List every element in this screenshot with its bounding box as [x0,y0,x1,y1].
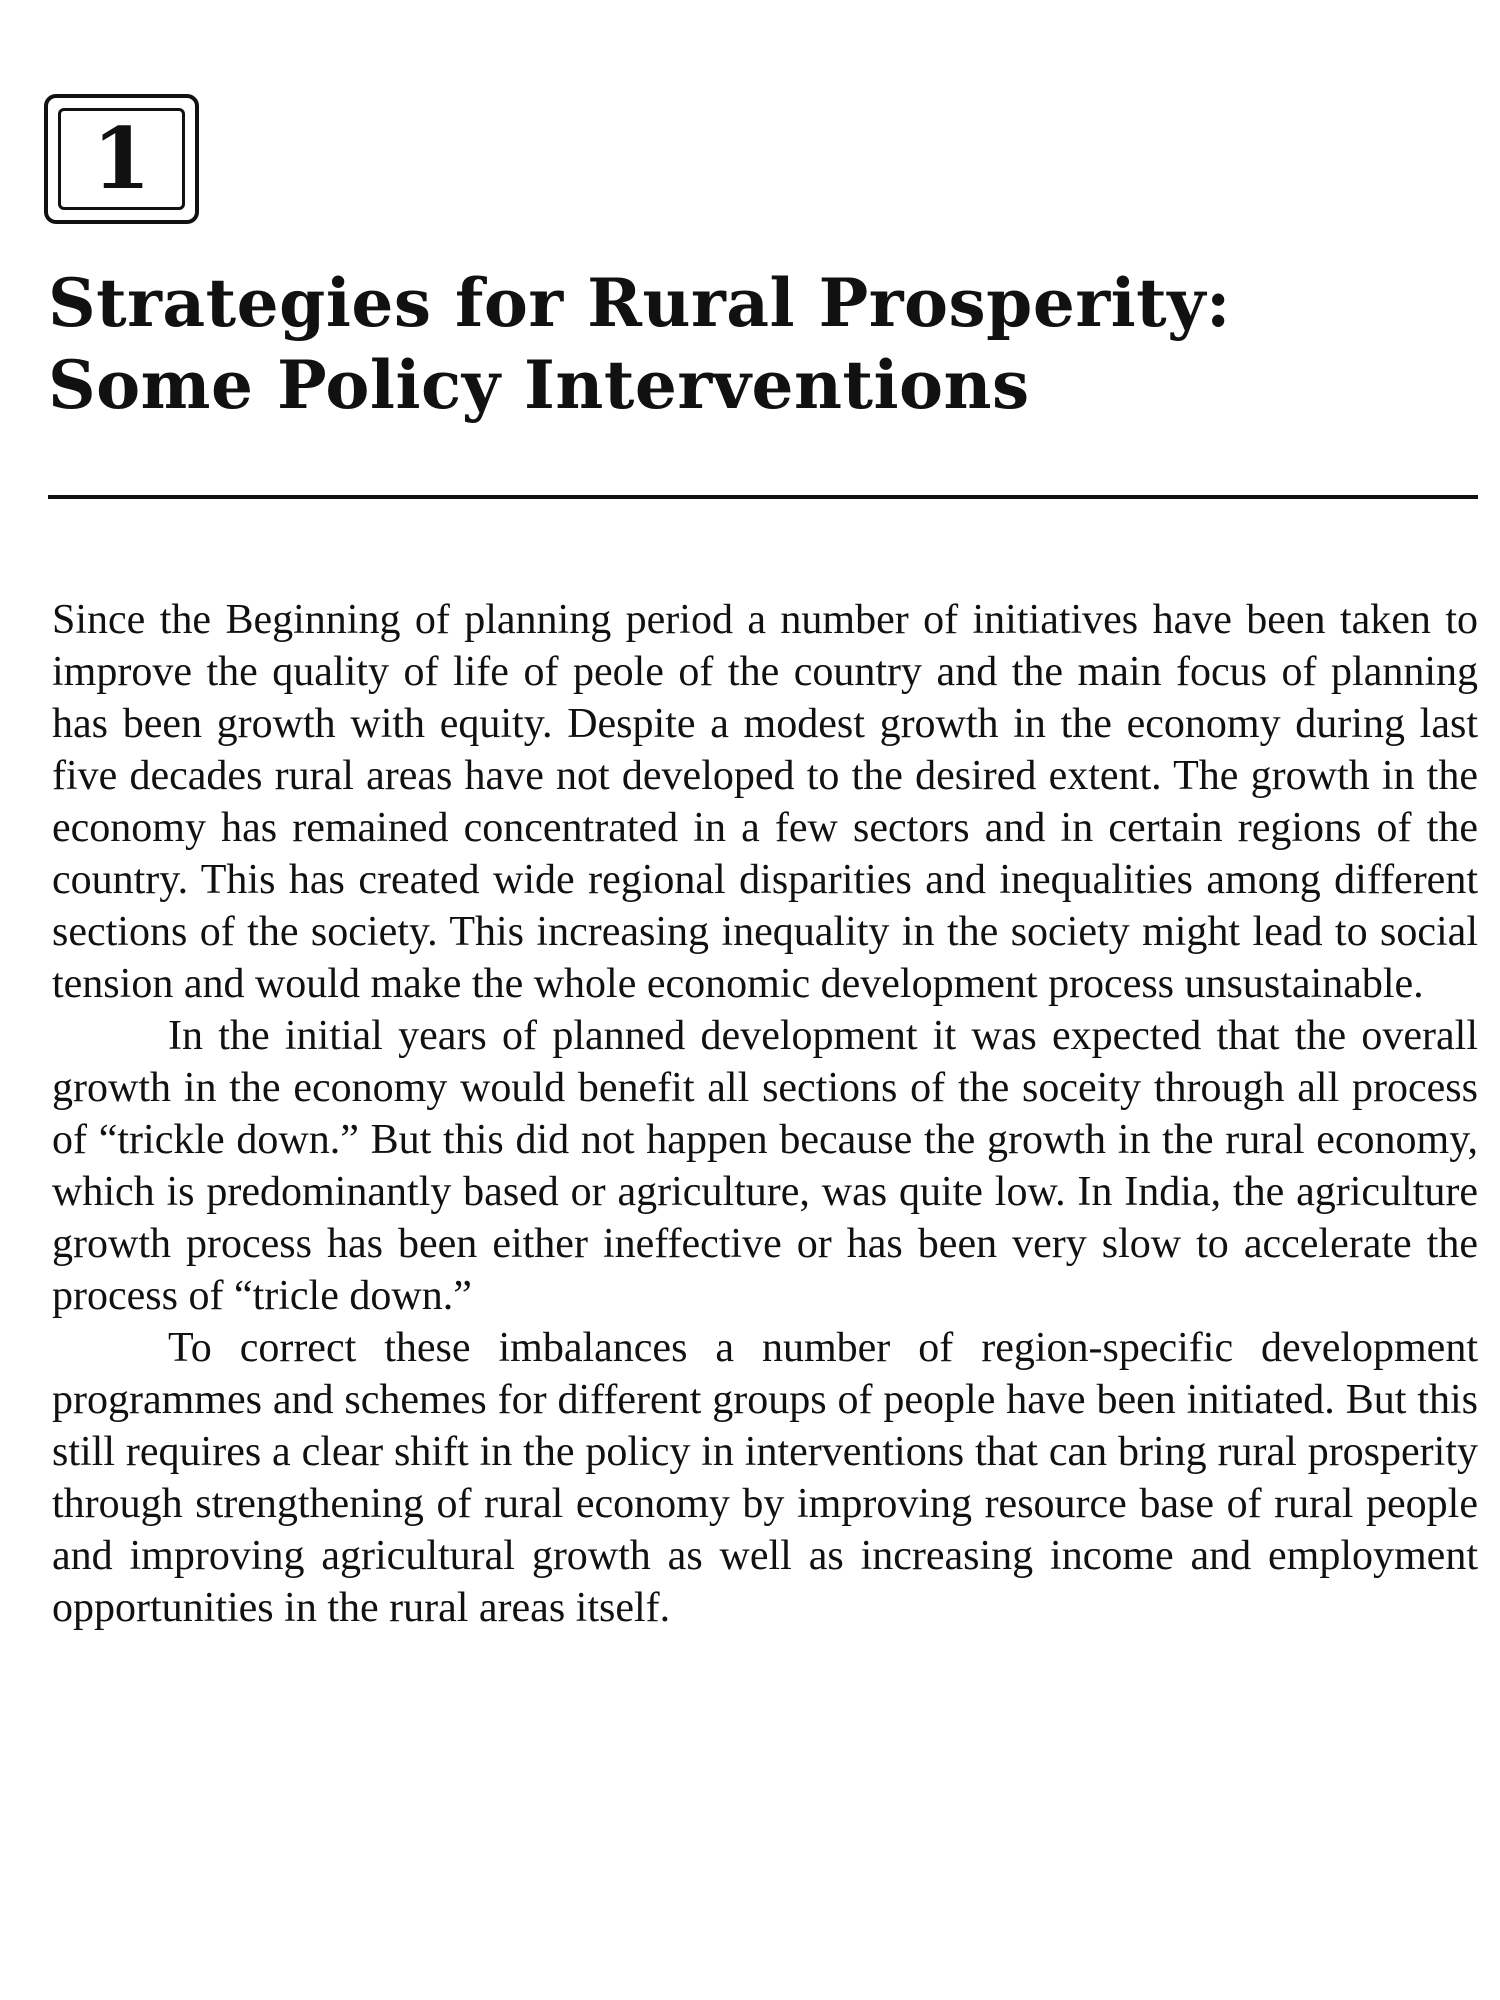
paragraph-2: In the initial years of planned development it was expected that the overall growth in the economy would benefit all sections of the soceity through all process of “trickle down.” But this did not happen because the growth in the rural economy, which is predominantly based or agriculture, was quite low. In India, the agriculture growth process has been either ineffective or has been very slow to accelerate the process of “tricle down.” [52,1013,1478,1319]
paragraph-3: To correct these imbalances a number of region-specific development programmes and schemes for different groups of people have been initiated. But this still requires a clear shift in the policy in interventions that can bring rural prosperity through strengthening of rural economy by improving resource base of rural people and improving agricultural growth as well as increasing income and employment opportunities in the rural areas itself. [52,1325,1478,1631]
chapter-title-line-2: Some Policy Interventions [48,346,1030,424]
chapter-number-frame [58,108,185,210]
chapter-title [48,262,1468,426]
chapter-number: 1 [92,109,151,208]
paragraph-1: Since the Beginning of planning period a number of initiatives have been taken to improve the quality of life of peole of the country and the main focus of planning has been growth with equity. Despite a modest growth in the economy during last five decades rural areas have not developed to the desired extent. The growth in the economy has remained concentrated in a few sectors and in certain regions of the country. This has created wide regional disparities and inequalities among different sections of the society. This increasing inequality in the society might lead to social tension and would make the whole economic development process unsustainable. [52,597,1478,1007]
title-divider [48,495,1478,499]
chapter-number-box [44,94,199,224]
chapter-body [52,594,1478,1634]
chapter-title-line-1: Strategies for Rural Prosperity: [48,264,1231,342]
